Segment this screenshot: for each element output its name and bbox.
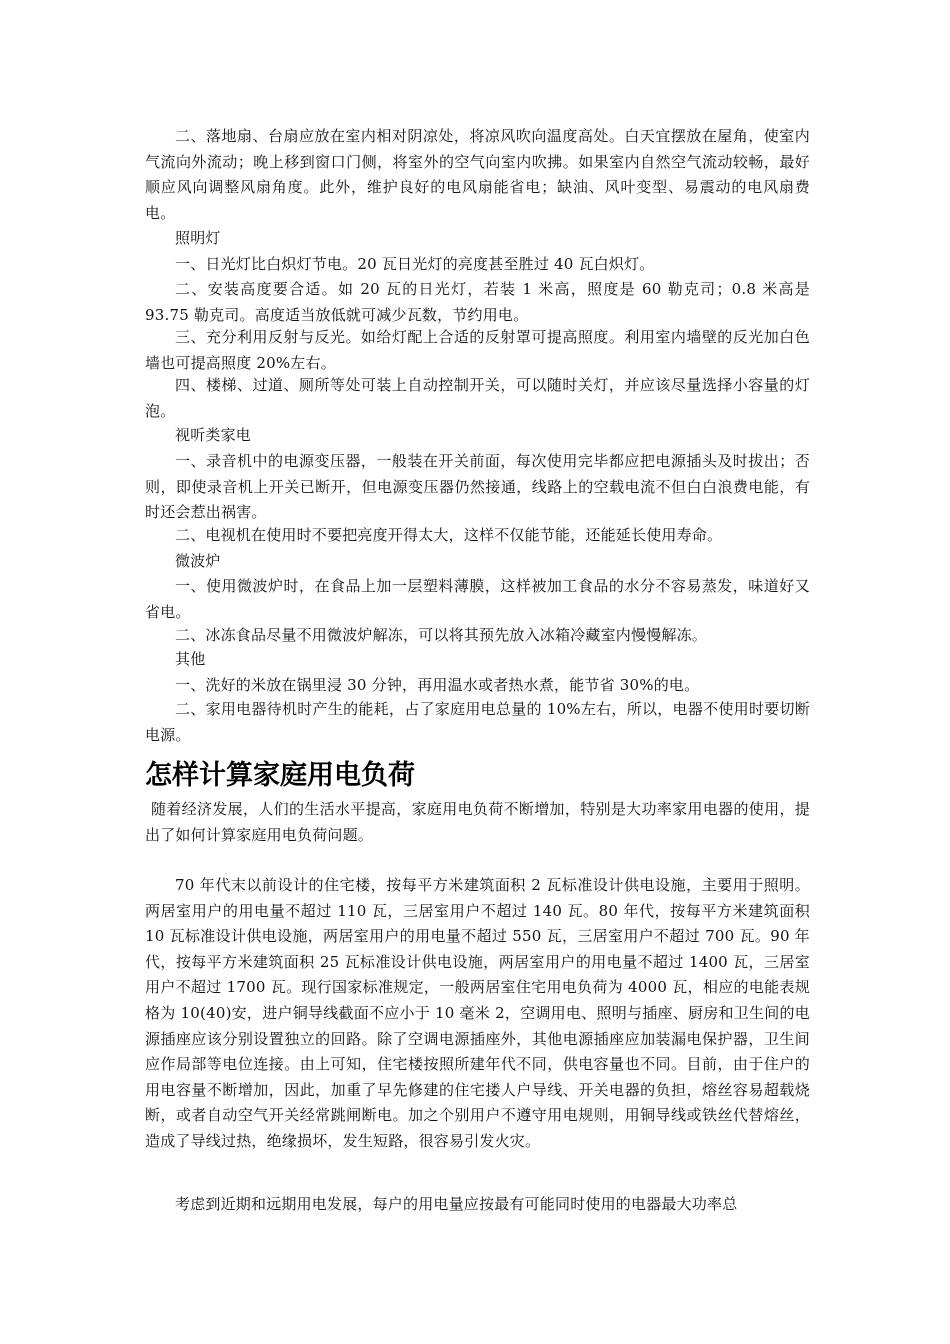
section-intro: 随着经济发展，人们的生活水平提高，家庭用电负荷不断增加，特别是大功率家用电器的使用，提出了如何计算家庭用电负荷问题。 — [145, 800, 810, 844]
section-heading: 怎样计算家庭用电负荷 — [145, 760, 415, 791]
section-paragraph-2: 考虑到近期和远期用电发展，每户的用电量应按最有可能同时使用的电器最大功率总 — [175, 1195, 738, 1213]
lighting-title: 照明灯 — [175, 229, 221, 247]
section-paragraph-1: 70 年代末以前设计的住宅楼，按每平方米建筑面积 2 瓦标准设计供电设施，主要用于照明。两居室用户的用电量不超过 110 瓦，三居室用户不超过 140 瓦。80 年代，按每平方米建筑面积 10 瓦标准设计供电设施，两居室用户的用电量不超过 550 瓦，三居室用户不超过 700 瓦。90 年代，按每平方米建筑面积 25 瓦标准设计供电设施，两居室用户的用电量不超过 1400 瓦，三居室用户不超过 1700 瓦。现行国家标准规定，一般两居室住宅用电负荷为 4000 瓦，相应的电能表规格为 10(40)安，进户铜导线截面不应小于 10 毫米 2，空调用电、照明与插座、厨房和卫生间的电源插座应该分别设置独立的回路。除了空调电源插座外，其他电源插座应加装漏电保护器，卫生间应作局部等电位连接。由上可知，住宅楼按照所建年代不同，供电容量也不同。目前，由于住户的用电容量不断增加，因此，加重了早先修建的住宅搂人户导线、开关电器的负担，熔丝容易超载烧断，或者自动空气开关经常跳闸断电。加之个别用户不遵守用电规则，用铜导线或铁丝代替熔丝，造成了导线过热，绝缘损坏，发生短路，很容易引发火灾。 — [145, 876, 810, 1150]
microwave-title: 微波炉 — [175, 552, 221, 570]
fan-item-2: 二、落地扇、台扇应放在室内相对阴凉处，将凉风吹向温度高处。白天宜摆放在屋角，使室内气流向外流动；晚上移到窗口门侧，将室外的空气向室内吹拂。如果室内自然空气流动较畅，最好顺应风向调整风扇角度。此外，维护良好的电风扇能省电；缺油、风叶变型、易震动的电风扇费电。 — [145, 127, 810, 222]
lighting-item-4: 四、楼梯、过道、厕所等处可装上自动控制开关，可以随时关灯，并应该尽量选择小容量的灯泡。 — [145, 376, 810, 420]
lighting-item-2: 二、安装高度要合适。如 20 瓦的日光灯，若装 1 米高，照度是 60 勒克司；0.8 米高是 93.75 勒克司。高度适当放低就可减少瓦数，节约用电。 — [145, 280, 810, 324]
microwave-item-2: 二、冰冻食品尽量不用微波炉解冻，可以将其预先放入冰箱冷藏室内慢慢解冻。 — [175, 626, 708, 644]
other-item-1: 一、洗好的米放在锅里浸 30 分钟，再用温水或者热水煮，能节省 30%的电。 — [175, 676, 700, 694]
av-item-1: 一、录音机中的电源变压器，一般装在开关前面，每次使用完毕都应把电源插头及时拔出；否则，即使录音机上开关已断开，但电源变压器仍然接通，线路上的空载电流不但白白浪费电能，有时还会惹出祸害。 — [145, 452, 810, 522]
av-item-2: 二、电视机在使用时不要把亮度开得太大，这样不仅能节能，还能延长使用寿命。 — [175, 526, 723, 544]
lighting-item-3: 三、充分利用反射与反光。如给灯配上合适的反射罩可提高照度。利用室内墙壁的反光加白色墙也可提高照度 20%左右。 — [145, 328, 810, 372]
av-title: 视听类家电 — [175, 426, 252, 444]
microwave-item-1: 一、使用微波炉时，在食品上加一层塑料薄膜，这样被加工食品的水分不容易蒸发，味道好又省电。 — [145, 577, 810, 621]
other-title: 其他 — [175, 650, 206, 668]
lighting-item-1: 一、日光灯比白炽灯节电。20 瓦日光灯的亮度甚至胜过 40 瓦白炽灯。 — [175, 255, 655, 273]
other-item-2: 二、家用电器待机时产生的能耗，占了家庭用电总量的 10%左右，所以，电器不使用时要切断电源。 — [145, 700, 810, 744]
